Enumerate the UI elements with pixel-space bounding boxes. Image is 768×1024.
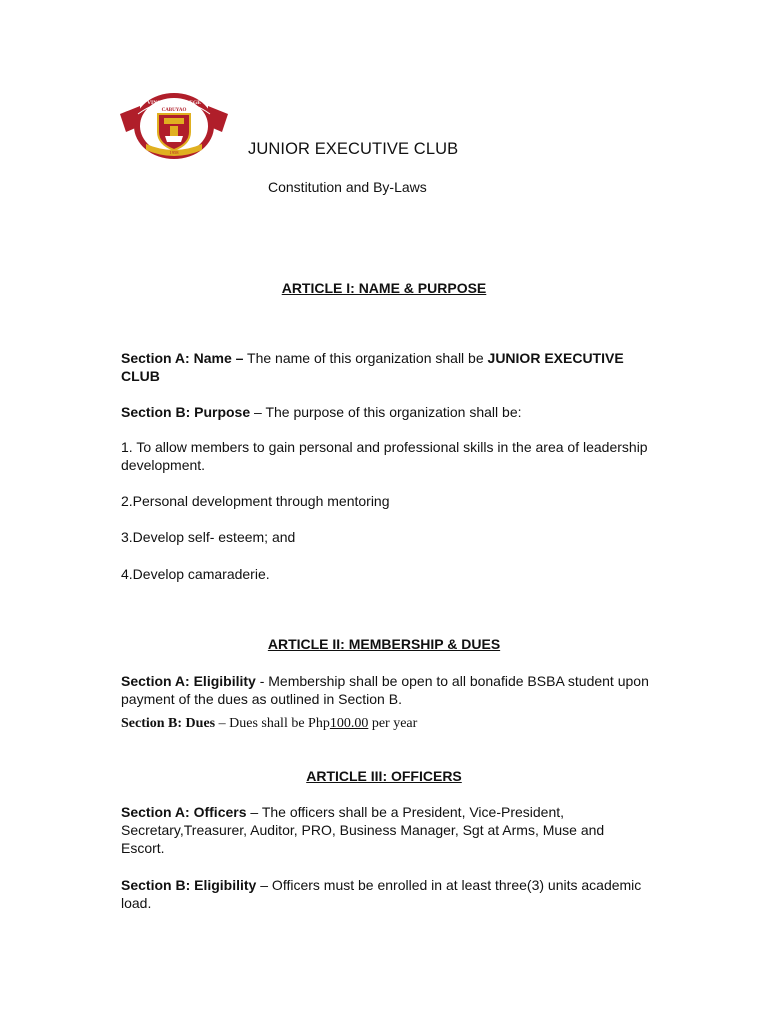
section-text: - Membership shall be open to all bonafide BSBA student upon payment of the dues as outlined in Section B.: [121, 673, 649, 707]
section-text: – Officers must be enrolled in at least three(3) units academic load.: [121, 877, 642, 911]
section-label: Section B: Purpose: [121, 404, 251, 420]
section-label: Section A: Eligibility: [121, 673, 256, 689]
section-text: The name of this organization shall be: [243, 350, 488, 366]
article-3-section-a: [121, 803, 651, 857]
article-1-section-b: [121, 403, 651, 421]
section-text: – The purpose of this organization shall be:: [250, 404, 522, 420]
seal-year-text: 1958: [169, 150, 179, 155]
purpose-item-1: 1. To allow members to gain personal and professional skills in the area of leadership development.: [121, 439, 648, 473]
document-subtitle: Constitution and By-Laws: [268, 179, 427, 195]
document-title: JUNIOR EXECUTIVE CLUB: [248, 140, 459, 158]
article-1-heading: ARTICLE I: NAME & PURPOSE: [281, 280, 487, 296]
organization-name: JUNIOR EXECUTIVE CLUB: [121, 350, 624, 384]
purpose-item-4: 4.Develop camaraderie.: [121, 566, 270, 582]
seal-middle-text: CABUYAO: [161, 108, 187, 113]
article-2-section-b: [121, 715, 651, 733]
section-label: Section A: Name –: [121, 350, 244, 366]
purpose-item-3: 3.Develop self- esteem; and: [121, 529, 296, 545]
section-label: Section B: Dues: [121, 716, 216, 731]
article-2-section-a: [121, 672, 651, 708]
article-3-heading: ARTICLE III: OFFICERS: [306, 768, 462, 784]
section-label: Section B: Eligibility: [121, 877, 257, 893]
section-label: Section A: Officers: [121, 804, 247, 820]
purpose-item-2: 2.Personal development through mentoring: [121, 493, 390, 509]
section-text: – Dues shall be Php: [215, 716, 330, 731]
section-text-after: per year: [368, 716, 418, 731]
seal-top-text: VINCENT COLLEGE: [147, 100, 201, 106]
article-2-heading: ARTICLE II: MEMBERSHIP & DUES: [267, 636, 501, 652]
article-1-section-a: [121, 349, 651, 385]
dues-amount: 100.00: [329, 716, 369, 731]
article-3-section-b: [121, 876, 651, 912]
college-seal-logo: [118, 92, 230, 162]
section-text: – The officers shall be a President, Vice-President, Secretary,Treasurer, Auditor, PRO, Business Manager, Sgt at Arms, Muse and Escort.: [121, 804, 605, 856]
